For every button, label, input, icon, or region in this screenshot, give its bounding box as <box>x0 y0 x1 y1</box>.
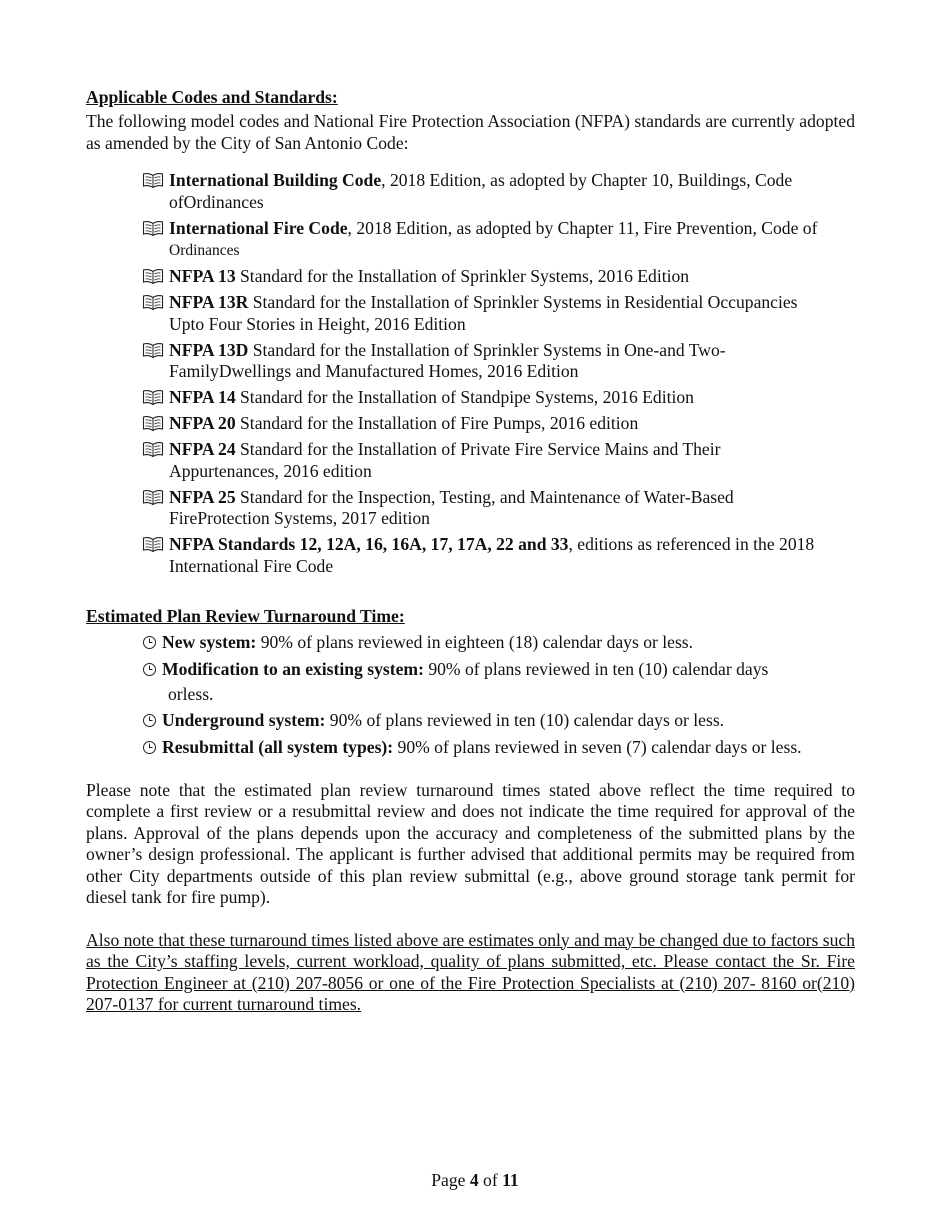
codes-list <box>86 170 855 577</box>
review-note-paragraph: Please note that the estimated plan review turnaround times stated above reflect the time required to complete a first review or a resubmittal review and does not indicate the time required for approval of the plans. Approval of the plans depends upon the accuracy and completeness of the submitted plans by the owner’s design professional. The applicant is further advised that additional permits may be required from other City departments outside of this plan review submittal (e.g., above ground storage tank permit for diesel tank for fire pump). <box>86 779 855 907</box>
open-book-icon <box>142 220 164 237</box>
turnaround-desc: 90% of plans reviewed in eighteen (18) calendar days or less. <box>256 632 694 652</box>
code-name: International Fire Code <box>169 217 348 238</box>
code-desc-cont: FamilyDwellings and Manufactured Homes, 2016 Edition <box>169 361 579 381</box>
turnaround-list <box>86 630 855 760</box>
code-name: NFPA 20 <box>169 413 236 433</box>
system-type: Underground system: <box>162 710 326 730</box>
code-name: NFPA 14 <box>169 387 236 407</box>
code-desc: Standard for the Installation of Sprinkler Systems, 2016 Edition <box>235 266 690 286</box>
code-desc: Standard for the Installation of Fire Pumps, 2016 edition <box>235 413 639 433</box>
code-name: NFPA 24 <box>169 439 236 459</box>
turnaround-desc: 90% of plans reviewed in seven (7) calendar days or less. <box>393 736 802 757</box>
turnaround-desc-cont: orless. <box>168 683 214 704</box>
system-type: Resubmittal (all system types): <box>162 736 394 757</box>
estimate-note-paragraph: Also note that these turnaround times listed above are estimates only and may be changed due to factors such as the City’s staffing levels, current workload, quality of plans submitted, etc. Please contact the Sr. Fire Protection Engineer at (210) 207-8056 or one of the Fire Protection Specialists at (210) 207- 8160 or(210) 207-0137 for current turnaround times. <box>86 929 856 1014</box>
code-name: NFPA 13R <box>169 292 249 312</box>
code-desc: Standard for the Inspection, Testing, and Maintenance of Water-Based <box>235 486 734 507</box>
document-page <box>86 86 855 1016</box>
list-item <box>142 292 855 335</box>
open-book-icon <box>142 415 164 432</box>
code-desc: Standard for the Installation of Standpipe Systems, 2016 Edition <box>235 387 694 407</box>
open-book-icon <box>142 268 164 285</box>
system-type: New system: <box>162 632 257 652</box>
list-item <box>142 387 855 409</box>
turnaround-desc: 90% of plans reviewed in ten (10) calendar days <box>423 658 769 679</box>
code-desc: , editions as referenced in the 2018 <box>568 534 815 554</box>
codes-intro: The following model codes and National Fire Protection Association (NFPA) standards are currently adopted as amended by the City of San Antonio Code: <box>86 111 855 153</box>
list-item <box>142 266 855 288</box>
code-desc: Standard for the Installation of Private Fire Service Mains and Their <box>235 439 721 459</box>
list-item <box>142 735 855 760</box>
open-book-icon <box>142 489 164 506</box>
turnaround-heading: Estimated Plan Review Turnaround Time: <box>86 606 405 626</box>
clock-icon <box>142 713 157 728</box>
list-item <box>142 218 855 262</box>
code-desc: Standard for the Installation of Sprinkler Systems in One-and Two- <box>248 339 726 360</box>
turnaround-desc: 90% of plans reviewed in ten (10) calendar days or less. <box>325 710 725 730</box>
open-book-icon <box>142 172 164 189</box>
clock-icon <box>142 635 157 650</box>
page-total: 11 <box>502 1170 519 1190</box>
code-name: NFPA 13 <box>169 266 236 286</box>
code-desc-cont: International Fire Code <box>169 555 334 576</box>
code-name: International Building Code <box>169 170 382 190</box>
page-prefix: Page <box>431 1170 470 1190</box>
open-book-icon <box>142 441 164 458</box>
open-book-icon <box>142 342 164 359</box>
clock-icon <box>142 662 157 677</box>
list-item <box>142 170 855 213</box>
code-desc-cont: ofOrdinances <box>169 191 264 212</box>
list-item <box>142 630 855 655</box>
page-footer <box>0 1170 950 1191</box>
page-current: 4 <box>469 1170 479 1190</box>
code-desc-cont: FireProtection Systems, 2017 edition <box>169 508 430 528</box>
clock-icon <box>142 740 157 755</box>
list-item <box>142 708 855 733</box>
list-item <box>142 439 855 482</box>
code-name: NFPA 13D <box>169 339 249 360</box>
page-of: of <box>478 1170 503 1190</box>
system-type: Modification to an existing system: <box>162 658 424 679</box>
code-desc-cont: Upto Four Stories in Height, 2016 Edition <box>169 313 466 334</box>
code-desc-cont: Ordinances <box>169 242 240 259</box>
open-book-icon <box>142 389 164 406</box>
list-item <box>142 487 855 530</box>
code-name: NFPA 25 <box>169 486 236 507</box>
code-name: NFPA Standards 12, 12A, 16, 16A, 17, 17A, 22 and 33 <box>169 534 569 554</box>
list-item <box>142 534 855 577</box>
code-desc: , 2018 Edition, as adopted by Chapter 10, Buildings, Code <box>381 170 793 190</box>
code-desc: Standard for the Installation of Sprinkler Systems in Residential Occupancies <box>248 292 798 312</box>
list-item <box>142 413 855 435</box>
list-item <box>142 657 855 707</box>
open-book-icon <box>142 294 164 311</box>
code-desc-cont: Appurtenances, 2016 edition <box>169 460 372 481</box>
open-book-icon <box>142 536 164 553</box>
code-desc: , 2018 Edition, as adopted by Chapter 11, Fire Prevention, Code of <box>347 217 818 238</box>
codes-heading: Applicable Codes and Standards: <box>86 87 338 107</box>
list-item <box>142 340 855 383</box>
